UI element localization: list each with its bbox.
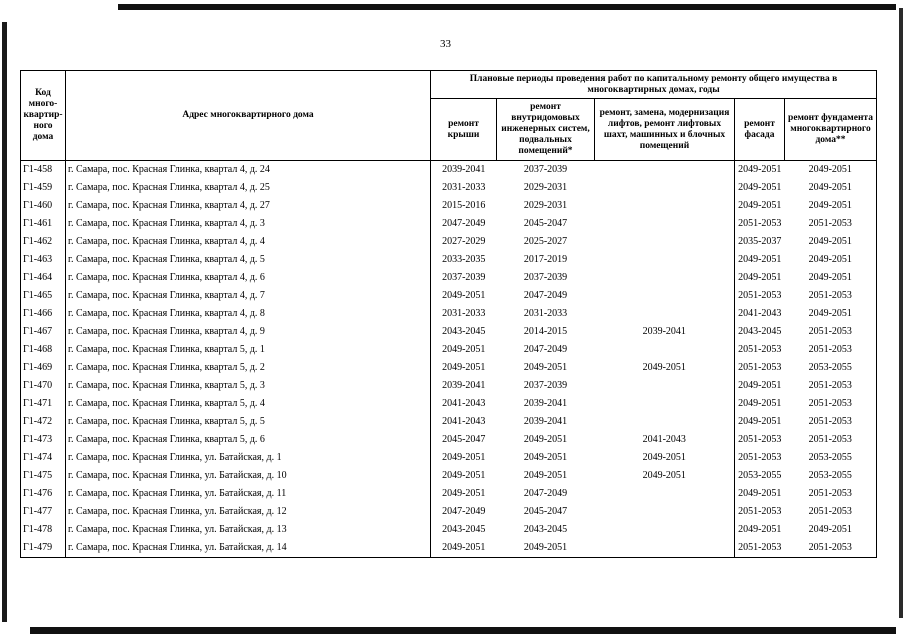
row-lifts [595, 485, 735, 503]
row-facade: 2049-2051 [738, 398, 782, 409]
row-lifts [595, 413, 735, 431]
row-code: Г1-470 [21, 377, 66, 395]
row-systems: 2037-2039 [523, 380, 568, 391]
row-code: Г1-465 [21, 287, 66, 305]
row-code: Г1-468 [21, 341, 66, 359]
row-systems: 2045-2047 [523, 506, 568, 517]
row-roof: 2049-2051 [442, 470, 486, 481]
table-row [21, 305, 877, 323]
header-address: Адрес многоквартирного дома [66, 71, 431, 161]
row-systems: 2039-2041 [523, 416, 568, 427]
row-facade: 2049-2051 [738, 524, 782, 535]
row-code: Г1-478 [21, 521, 66, 539]
table-row [21, 467, 877, 485]
row-roof: 2043-2045 [442, 524, 486, 535]
row-facade: 2049-2051 [738, 272, 782, 283]
row-address: г. Самара, пос. Красная Глинка, ул. Батайская, д. 12 [66, 503, 431, 521]
row-roof: 2049-2051 [442, 344, 486, 355]
header-roof: ремонт крыши [431, 99, 497, 161]
row-roof: 2049-2051 [442, 488, 486, 499]
page-number: 33 [440, 38, 451, 50]
row-foundation: 2051-2053 [785, 431, 877, 449]
header-lifts: ремонт, замена, модернизация лифтов, ремонт лифтовых шахт, машинных и блочных помещений [595, 99, 735, 161]
row-systems: 2049-2051 [523, 452, 568, 463]
row-foundation: 2051-2053 [785, 287, 877, 305]
row-systems: 2047-2049 [523, 290, 568, 301]
row-systems: 2037-2039 [523, 272, 568, 283]
row-roof: 2049-2051 [442, 452, 486, 463]
row-systems: 2049-2051 [523, 470, 568, 481]
table-row [21, 395, 877, 413]
row-facade: 2049-2051 [738, 164, 782, 175]
row-systems: 2025-2027 [523, 236, 568, 247]
row-systems: 2045-2047 [523, 218, 568, 229]
table-row [21, 215, 877, 233]
row-systems: 2029-2031 [523, 200, 568, 211]
row-roof: 2047-2049 [442, 218, 486, 229]
row-code: Г1-459 [21, 179, 66, 197]
row-facade: 2053-2055 [738, 470, 782, 481]
table-row [21, 359, 877, 377]
row-facade: 2049-2051 [738, 416, 782, 427]
row-facade: 2051-2053 [738, 218, 782, 229]
row-code: Г1-464 [21, 269, 66, 287]
row-lifts [595, 269, 735, 287]
row-facade: 2051-2053 [735, 539, 785, 558]
row-roof: 2027-2029 [442, 236, 486, 247]
row-roof: 2039-2041 [442, 380, 486, 391]
row-code: Г1-472 [21, 413, 66, 431]
row-code: Г1-473 [21, 431, 66, 449]
row-lifts [595, 161, 735, 180]
row-foundation: 2049-2051 [785, 161, 877, 180]
row-lifts [595, 179, 735, 197]
row-address: г. Самара, пос. Красная Глинка, квартал 4, д. 27 [66, 197, 431, 215]
row-lifts [595, 503, 735, 521]
row-facade: 2051-2053 [738, 362, 782, 373]
row-foundation: 2051-2053 [785, 341, 877, 359]
row-systems: 2031-2033 [523, 308, 568, 319]
table-row [21, 377, 877, 395]
row-address: г. Самара, пос. Красная Глинка, ул. Батайская, д. 11 [66, 485, 431, 503]
row-roof: 2049-2051 [431, 539, 497, 558]
row-foundation: 2053-2055 [785, 467, 877, 485]
scan-edge-top [118, 4, 896, 10]
row-code: Г1-471 [21, 395, 66, 413]
row-address: г. Самара, пос. Красная Глинка, ул. Батайская, д. 10 [66, 467, 431, 485]
row-facade: 2049-2051 [738, 200, 782, 211]
row-address: г. Самара, пос. Красная Глинка, квартал 4, д. 25 [66, 179, 431, 197]
table-row [21, 503, 877, 521]
row-address: г. Самара, пос. Красная Глинка, квартал 4, д. 6 [66, 269, 431, 287]
row-address: г. Самара, пос. Красная Глинка, квартал 5, д. 1 [66, 341, 431, 359]
row-lifts [595, 251, 735, 269]
scan-edge-bottom [30, 627, 896, 634]
table-row [21, 269, 877, 287]
row-code: Г1-469 [21, 359, 66, 377]
row-address: г. Самара, пос. Красная Глинка, квартал 4, д. 4 [66, 233, 431, 251]
header-code: Код много-квартир-ного дома [21, 71, 66, 161]
row-lifts [595, 305, 735, 323]
row-code: Г1-476 [21, 485, 66, 503]
header-systems: ремонт внутридомовых инженерных систем, подвальных помещений* [497, 99, 595, 161]
table-header [21, 71, 877, 161]
table-row [21, 485, 877, 503]
row-address: г. Самара, пос. Красная Глинка, квартал 4, д. 7 [66, 287, 431, 305]
row-code: Г1-477 [21, 503, 66, 521]
row-code: Г1-467 [21, 323, 66, 341]
table-row [21, 539, 877, 558]
row-roof: 2041-2043 [442, 398, 486, 409]
table-row [21, 161, 877, 180]
row-address: г. Самара, пос. Красная Глинка, ул. Батайская, д. 13 [66, 521, 431, 539]
row-systems: 2043-2045 [523, 524, 568, 535]
row-code: Г1-466 [21, 305, 66, 323]
row-foundation: 2051-2053 [785, 503, 877, 521]
header-facade: ремонт фасада [735, 99, 785, 161]
row-lifts [595, 395, 735, 413]
table-row [21, 179, 877, 197]
row-foundation: 2051-2053 [785, 323, 877, 341]
row-address: г. Самара, пос. Красная Глинка, квартал 4, д. 8 [66, 305, 431, 323]
row-address: г. Самара, пос. Красная Глинка, квартал 5, д. 5 [66, 413, 431, 431]
row-foundation: 2051-2053 [785, 413, 877, 431]
row-roof: 2033-2035 [442, 254, 486, 265]
row-systems: 2037-2039 [523, 164, 568, 175]
table-row [21, 449, 877, 467]
table-row [21, 197, 877, 215]
row-facade: 2043-2045 [738, 326, 782, 337]
row-address: г. Самара, пос. Красная Глинка, квартал 5, д. 2 [66, 359, 431, 377]
row-roof: 2047-2049 [442, 506, 486, 517]
row-foundation: 2049-2051 [785, 269, 877, 287]
row-roof: 2043-2045 [442, 326, 486, 337]
row-foundation: 2053-2055 [785, 449, 877, 467]
row-foundation: 2049-2051 [785, 233, 877, 251]
row-facade: 2051-2053 [738, 434, 782, 445]
table-row [21, 287, 877, 305]
row-lifts [595, 197, 735, 215]
row-foundation: 2053-2055 [785, 359, 877, 377]
header-group: Плановые периоды проведения работ по капитальному ремонту общего имущества в многоквартирных домах, годы [431, 71, 877, 99]
table-row [21, 521, 877, 539]
row-foundation: 2049-2051 [785, 179, 877, 197]
table-row [21, 323, 877, 341]
row-foundation: 2049-2051 [785, 521, 877, 539]
row-facade: 2041-2043 [738, 308, 782, 319]
row-foundation: 2051-2053 [785, 215, 877, 233]
row-lifts: 2049-2051 [595, 467, 735, 485]
row-roof: 2049-2051 [442, 362, 486, 373]
row-code: Г1-475 [21, 467, 66, 485]
row-systems: 2047-2049 [523, 488, 568, 499]
row-facade: 2051-2053 [738, 506, 782, 517]
row-code: Г1-474 [21, 449, 66, 467]
table-body [21, 161, 877, 558]
row-roof: 2041-2043 [442, 416, 486, 427]
scan-edge-right [899, 8, 903, 618]
row-address: г. Самара, пос. Красная Глинка, квартал 5, д. 4 [66, 395, 431, 413]
table-row [21, 341, 877, 359]
row-lifts [595, 539, 735, 558]
row-systems: 2049-2051 [497, 539, 595, 558]
row-lifts [595, 215, 735, 233]
row-lifts [595, 377, 735, 395]
row-code: Г1-458 [21, 161, 66, 180]
table-row [21, 251, 877, 269]
row-roof: 2031-2033 [442, 308, 486, 319]
table-row [21, 413, 877, 431]
row-facade: 2049-2051 [738, 182, 782, 193]
row-lifts: 2049-2051 [595, 449, 735, 467]
row-code: Г1-479 [21, 539, 66, 558]
row-roof: 2039-2041 [442, 164, 486, 175]
row-roof: 2037-2039 [442, 272, 486, 283]
row-roof: 2015-2016 [442, 200, 486, 211]
row-systems: 2029-2031 [523, 182, 568, 193]
row-facade: 2051-2053 [738, 344, 782, 355]
capital-repair-table [20, 70, 877, 558]
row-address: г. Самара, пос. Красная Глинка, ул. Батайская, д. 1 [66, 449, 431, 467]
row-foundation: 2049-2051 [785, 305, 877, 323]
row-address: г. Самара, пос. Красная Глинка, квартал 4, д. 5 [66, 251, 431, 269]
table-row [21, 233, 877, 251]
row-facade: 2049-2051 [738, 488, 782, 499]
row-systems: 2047-2049 [523, 344, 568, 355]
row-systems: 2039-2041 [523, 398, 568, 409]
row-lifts [595, 521, 735, 539]
row-systems: 2049-2051 [523, 434, 568, 445]
row-address: г. Самара, пос. Красная Глинка, квартал 4, д. 3 [66, 215, 431, 233]
row-address: г. Самара, пос. Красная Глинка, квартал 5, д. 6 [66, 431, 431, 449]
row-foundation: 2051-2053 [785, 395, 877, 413]
row-facade: 2035-2037 [738, 236, 782, 247]
row-roof: 2049-2051 [442, 290, 486, 301]
row-foundation: 2051-2053 [785, 377, 877, 395]
row-facade: 2049-2051 [738, 254, 782, 265]
row-address: г. Самара, пос. Красная Глинка, квартал 4, д. 9 [66, 323, 431, 341]
row-systems: 2014-2015 [523, 326, 568, 337]
row-lifts: 2039-2041 [595, 323, 735, 341]
row-foundation: 2051-2053 [785, 485, 877, 503]
row-code: Г1-460 [21, 197, 66, 215]
header-foundation: ремонт фундамента многоквартирного дома** [785, 99, 877, 161]
row-foundation: 2049-2051 [785, 197, 877, 215]
row-address: г. Самара, пос. Красная Глинка, ул. Батайская, д. 14 [66, 539, 431, 558]
row-foundation: 2049-2051 [785, 251, 877, 269]
row-facade: 2049-2051 [738, 380, 782, 391]
row-roof: 2045-2047 [442, 434, 486, 445]
row-foundation: 2051-2053 [785, 539, 877, 558]
table-row [21, 431, 877, 449]
row-address: г. Самара, пос. Красная Глинка, квартал 4, д. 24 [66, 161, 431, 180]
scan-edge-left [2, 22, 7, 622]
row-lifts [595, 287, 735, 305]
row-facade: 2051-2053 [738, 290, 782, 301]
row-address: г. Самара, пос. Красная Глинка, квартал 5, д. 3 [66, 377, 431, 395]
row-roof: 2031-2033 [442, 182, 486, 193]
row-systems: 2017-2019 [523, 254, 568, 265]
row-lifts: 2041-2043 [595, 431, 735, 449]
row-systems: 2049-2051 [523, 362, 568, 373]
row-code: Г1-463 [21, 251, 66, 269]
row-lifts [595, 233, 735, 251]
row-facade: 2051-2053 [738, 452, 782, 463]
row-lifts: 2049-2051 [595, 359, 735, 377]
row-lifts [595, 341, 735, 359]
row-code: Г1-462 [21, 233, 66, 251]
row-code: Г1-461 [21, 215, 66, 233]
